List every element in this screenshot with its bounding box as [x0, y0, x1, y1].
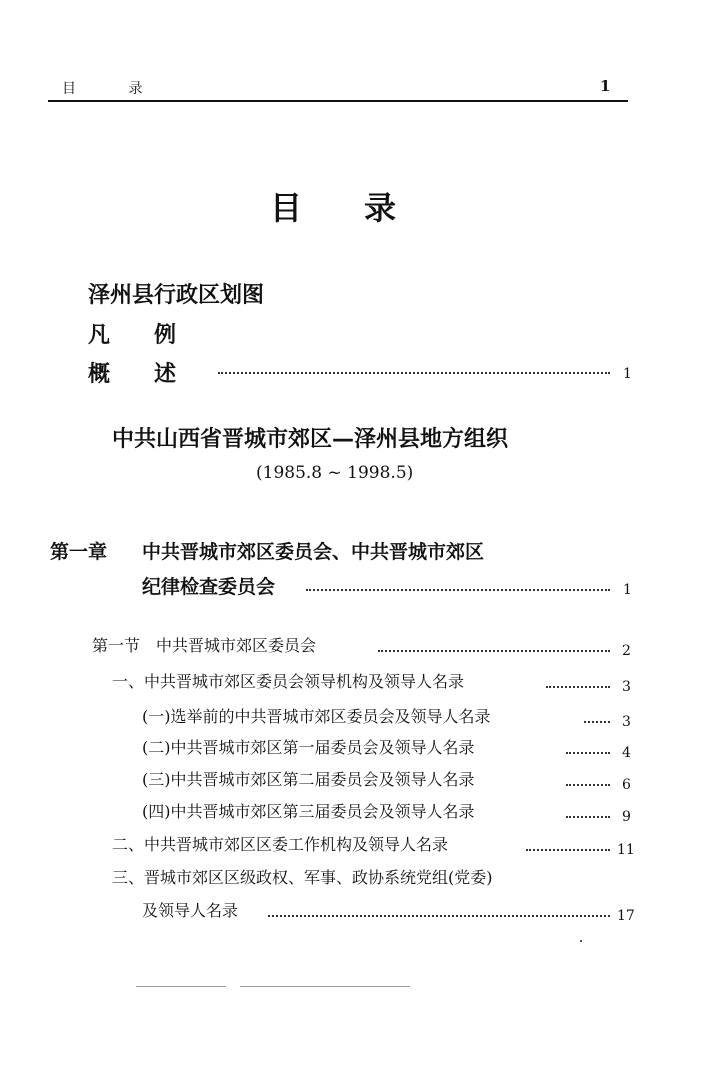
toc-entry-item-2: 二、中共晋城市郊区区委工作机构及领导人名录	[112, 835, 449, 854]
dot-leader	[584, 721, 610, 723]
dot-leader	[566, 816, 610, 818]
toc-front-map: 泽州县行政区划图	[88, 283, 265, 308]
toc-front-notes: 凡例	[88, 323, 221, 348]
toc-entry-subitem-1: (一)选举前的中共晋城市郊区委员会及领导人名录	[142, 707, 491, 726]
toc-page-number: 1	[623, 366, 632, 382]
running-header-page-number: 1	[600, 77, 611, 95]
toc-page-number: 4	[622, 745, 631, 761]
header-rule	[48, 100, 628, 102]
dot-leader	[378, 650, 610, 652]
scan-line	[136, 986, 226, 987]
toc-front-overview: 概述	[88, 362, 221, 387]
running-header-title: 目 录	[62, 81, 167, 97]
page-title: 目录	[270, 189, 459, 227]
dot-leader	[526, 849, 610, 851]
toc-entry-item-3: 三、晋城市郊区区级政权、军事、政协系统党组(党委)	[112, 868, 493, 887]
dot-leader	[306, 589, 610, 591]
dot-leader	[566, 784, 610, 786]
section-dates: (1985.8 ~ 1998.5)	[256, 463, 414, 483]
toc-entry-subitem-3: (三)中共晋城市郊区第二届委员会及领导人名录	[142, 770, 475, 789]
toc-page-number: 9	[622, 809, 631, 825]
chapter-title-line2: 纪律检查委员会	[142, 576, 276, 598]
toc-entry-subitem-2: (二)中共晋城市郊区第一届委员会及领导人名录	[142, 738, 475, 757]
toc-page-number: 17	[617, 908, 635, 924]
toc-page-number: 3	[622, 679, 631, 695]
toc-entry-subitem-4: (四)中共晋城市郊区第三届委员会及领导人名录	[142, 802, 475, 821]
toc-page-number: 1	[623, 582, 632, 598]
chapter-title-line1: 中共晋城市郊区委员会、中共晋城市郊区	[142, 541, 485, 563]
dot-leader	[566, 752, 610, 754]
scan-speck	[580, 940, 582, 942]
chapter-label: 第一章	[50, 541, 108, 563]
toc-page-number: 3	[622, 714, 631, 730]
toc-entry-section-1: 第一节 中共晋城市郊区委员会	[92, 636, 317, 655]
toc-page-number: 2	[622, 643, 631, 659]
section-heading: 中共山西省晋城市郊区—泽州县地方组织	[112, 427, 509, 452]
dot-leader	[268, 915, 610, 917]
dot-leader	[218, 372, 610, 374]
toc-entry-item-3-continued: 及领导人名录	[142, 901, 239, 920]
toc-page-number: 11	[617, 842, 635, 858]
dot-leader	[546, 686, 610, 688]
toc-entry-item-1: 一、中共晋城市郊区委员会领导机构及领导人名录	[112, 672, 465, 691]
scan-line	[240, 986, 410, 987]
toc-page-number: 6	[622, 777, 631, 793]
